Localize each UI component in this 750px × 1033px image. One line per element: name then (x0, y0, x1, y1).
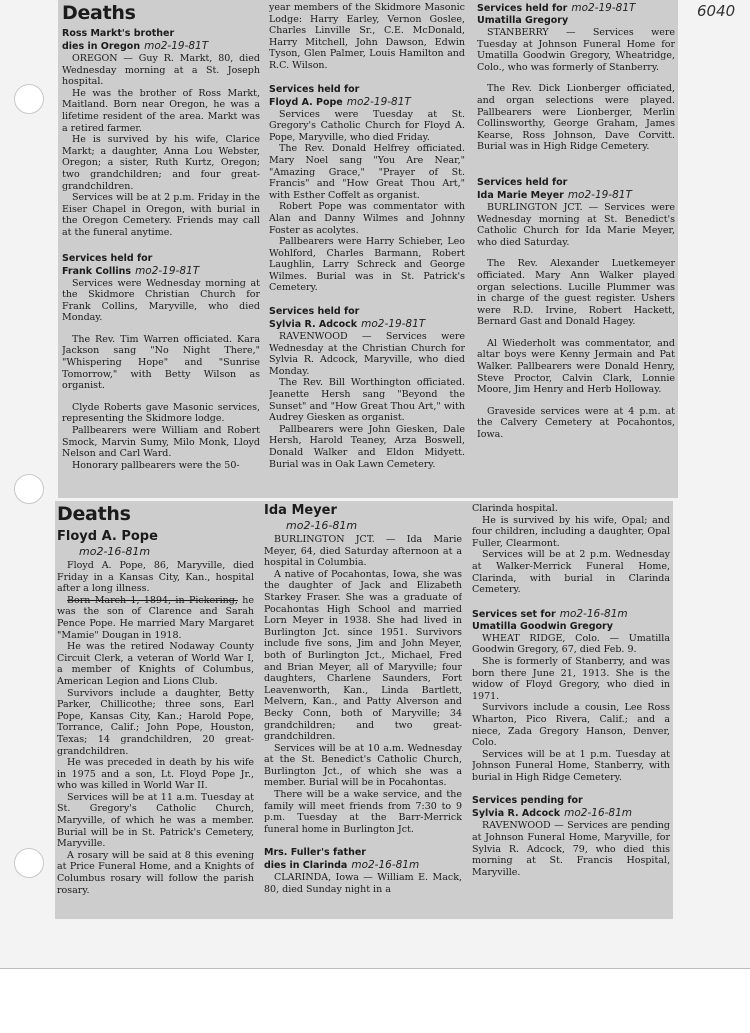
headline-text: Umatilla Goodwin Gregory (472, 620, 613, 632)
paragraph: Pallbearers were William and Robert Smock, Marvin Sumy, Milo Monk, Lloyd Nelson and Carl Ward. (62, 425, 260, 460)
clipping-february-16 (55, 501, 673, 919)
clipping-column (269, 0, 465, 498)
headline-text: Services held for (62, 252, 153, 264)
paragraph: There will be a wake service, and the family will meet friends from 7:30 to 9 p.m. Tuesday at the Barr-Merrick funeral home in Burlington Jct. (264, 789, 462, 835)
paragraph: BURLINGTON JCT. — Services were Wednesday morning at St. Benedict's Catholic Church for Ida Marie Meyer, who died Saturday. (477, 201, 675, 248)
paragraph: The Rev. Tim Warren officiated. Kara Jackson sang "No Night There," "Whispering Hope" and "Sunrise Tomorrow," with Betty Wilson as organist. (62, 333, 260, 392)
paragraph: year members of the Skidmore Masonic Lodge: Harry Earley, Vernon Goslee, Charles Linville Sr., C.E. McDonald, Harry Mitchell, John Dawson, Edwin Tyson, Glen Palmer, Louis Hamilton and R.C. Wilson. (269, 2, 465, 71)
paragraph: Floyd A. Pope, 86, Maryville, died Friday in a Kansas City, Kan., hospital after a long illness. (57, 560, 254, 595)
paragraph: Clyde Roberts gave Masonic services, representing the Skidmore lodge. (62, 401, 260, 425)
handwritten-date: mo2-19-81T (567, 188, 632, 201)
clipping-column (477, 0, 675, 498)
obituary-headline (477, 177, 675, 202)
paragraph: A native of Pocahontas, Iowa, she was the daughter of Jack and Elizabeth Starkey Fraser. She was a graduate of Pocahontas High School and married Lorn Meyer in 1938. She had lived in Burlington Jct. since 1951. Survivors include five sons, Jim and John Meyer, both of Burlington Jct., Michael, Fred and Brian Meyer, all of Maryville; four daughters, Charlene Saunders, Fort Leavenworth, Kan., Linda Bartlett, Melvern, Kan., and Patty Alverson and Becky Conn, both of Maryville; 34 grandchildren; and two great-grandchildren. (264, 568, 462, 743)
paragraph: Services were Wednesday morning at the Skidmore Christian Church for Frank Collins, Maryville, who died Monday. (62, 277, 260, 324)
obituary-headline (269, 306, 465, 331)
paragraph: He was preceded in death by his wife in 1975 and a son, Lt. Floyd Pope Jr., who was killed in World War II. (57, 757, 254, 792)
handwritten-date: mo2-19-81T (346, 95, 411, 108)
paragraph: Services will be at 10 a.m. Wednesday at the St. Benedict's Catholic Church, Burlington Jct., of which she was a member. Burial will be in Pocahontas. (264, 742, 462, 789)
paragraph-text: he was the son of Clarence and Sarah Pence Pope. He married Mary Margaret "Mamie" Dougan in 1918. (57, 594, 254, 641)
handwritten-date: mo2-19-81T (135, 264, 200, 277)
headline-text: Frank Collins (62, 265, 132, 277)
headline-text: Ida Marie Meyer (477, 189, 564, 201)
handwritten-date: mo2-19-81T (571, 2, 636, 14)
obituary-headline (477, 2, 675, 27)
handwritten-date: mo2-19-81T (361, 318, 426, 331)
paragraph: The Rev. Dick Lionberger officiated, and organ selections were played. Pallbearers were Lionberger, Merlin Collinsworthy, George Graham, James Kearse, Ross Johnson, Dave Corvitt. Burial was in High Ridge Cemetery. (477, 83, 675, 153)
headline-text: Ross Markt's brother (62, 28, 175, 39)
headline-text: Services held for (477, 176, 568, 188)
punch-hole (14, 84, 44, 114)
punch-hole (14, 848, 44, 878)
paragraph: Robert Pope was commentator with Alan and Danny Wilmes and Johnny Foster as acolytes. (269, 201, 465, 236)
paragraph: CLARINDA, Iowa — William E. Mack, 80, died Sunday night in a (264, 872, 462, 896)
paragraph (57, 595, 254, 641)
page-number-handwritten: 6040 (697, 2, 736, 20)
clipping-column (57, 501, 254, 919)
section-heading: Deaths (57, 503, 131, 525)
paragraph: WHEAT RIDGE, Colo. — Umatilla Goodwin Gregory, 67, died Feb. 9. (472, 632, 670, 656)
paragraph: STANBERRY — Services were Tuesday at Johnson Funeral Home for Umatilla Goodwin Gregory, Wheatridge, Colo., who was formerly of Stanberry. (477, 27, 675, 73)
paragraph: Al Wiederholt was commentator, and altar boys were Kenny Jermain and Pat Walker. Pallbearers were Donald Henry, Steve Proctor, Calvin Clark, Lonnie Moore, Jim Henry and Herb Holloway. (477, 337, 675, 396)
paragraph: The Rev. Donald Helfrey officiated. Mary Noel sang "You Are Near," "Amazing Grace," "Prayer of St. Francis" and "How Great Thou Art," with Esther Coffelt as organist. (269, 143, 465, 201)
section-heading: Deaths (62, 2, 136, 24)
headline-text: dies in Oregon (62, 41, 141, 52)
handwritten-date: mo2-19-81T (144, 40, 209, 52)
headline-text: Services pending for (472, 795, 583, 807)
paragraph: RAVENWOOD — Services are pending at Johnson Funeral Home, Maryville, for Sylvia R. Adcock, 79, who died this morning at St. Francis Hospital, Maryville. (472, 820, 670, 878)
obituary-name: Ida Meyer (264, 503, 337, 518)
paragraph: Services were Tuesday at St. Gregory's Catholic Church for Floyd A. Pope, Maryville, who died Friday. (269, 108, 465, 143)
paragraph: BURLINGTON JCT. — Ida Marie Meyer, 64, died Saturday afternoon at a hospital in Columbia. (264, 534, 462, 569)
headline-text: Umatilla Gregory (477, 15, 569, 26)
paragraph: Pallbearers were Harry Schieber, Leo Wohlford, Charles Barmann, Robert Laughlin, Larry Schreck and George Wilmes. Burial was in St. Patrick's Cemetery. (269, 236, 465, 294)
paragraph: Services will be at 2 p.m. Wednesday at Walker-Merrick Funeral Home, Clarinda, with burial in Clarinda Cemetery. (472, 549, 670, 596)
clipping-february-19 (58, 0, 678, 498)
headline-text: Services held for (477, 3, 568, 14)
paragraph: He is survived by his wife, Opal; and four children, including a daughter, Opal Fuller, Clearmont. (472, 514, 670, 549)
paragraph: Survivors include a cousin, Lee Ross Wharton, Pico Rivera, Calif.; and a niece, Zada Gregory Hanson, Denver, Colo. (472, 702, 670, 749)
clipping-column (62, 0, 260, 498)
punch-hole (14, 474, 44, 504)
paragraph: Honorary pallbearers were the 50- (72, 459, 240, 471)
obituary-headline (264, 847, 462, 872)
struck-text: Born March 1, 1894, in Pickering, (67, 594, 238, 606)
obituary-headline (269, 84, 465, 109)
obituary-name: Floyd A. Pope (57, 529, 158, 544)
paragraph: He is survived by his wife, Clarice Markt; a daughter, Anna Lou Webster, Oregon; a sister, Ruth Kurtz, Oregon; two grandchildren; and four great-grandchildren. (62, 134, 260, 192)
obituary-headline (472, 795, 670, 820)
paragraph: He was the brother of Ross Markt, Maitland. Born near Oregon, he was a lifetime resident of the area. Markt was a retired farmer. (62, 87, 260, 134)
paragraph: She is formerly of Stanberry, and was born there June 21, 1913. She is the widow of Floyd Gregory, who died in 1971. (472, 655, 670, 702)
headline-text: Floyd A. Pope (269, 96, 343, 108)
paragraph: A rosary will be said at 8 this evening at Price Funeral Home, and a Knights of Columbus rosary will follow the parish rosary. (57, 849, 254, 896)
headline-text: Sylvia R. Adcock (269, 319, 358, 331)
obituary-headline (62, 28, 260, 53)
paragraph: Services will be at 1 p.m. Tuesday at Johnson Funeral Home, Stanberry, with burial in High Ridge Cemetery. (472, 748, 670, 783)
paragraph: RAVENWOOD — Services were Wednesday at the Christian Church for Sylvia R. Adcock, Maryville, who died Monday. (269, 331, 465, 377)
paragraph: Survivors include a daughter, Betty Parker, Chillicothe; three sons, Earl Pope, Kansas City, Kan.; Harold Pope, Torrance, Calif.; John Pope, Houston, Texas; 14 grandchildren, 20 great-grandchildren. (57, 687, 254, 757)
headline-text: Mrs. Fuller's father (264, 847, 366, 859)
handwritten-date: mo2-16-81m (559, 607, 628, 620)
headline-text: Services held for (269, 83, 360, 95)
clipping-column (264, 501, 462, 919)
paragraph: He was the retired Nodaway County Circuit Clerk, a veteran of World War I, a member of Knights of Columbus, American Legion and Lions Club. (57, 641, 254, 687)
paragraph: Clarinda hospital. (472, 503, 558, 514)
headline-text: Services set for (472, 608, 556, 620)
paragraph: The Rev. Alexander Luetkemeyer officiated. Mary Ann Walker played organ selections. Lucille Plummer was in charge of the guest register. Ushers were R.D. Irvine, Robert Hackett, Bernard Gast and Donald Hagey. (477, 258, 675, 328)
handwritten-date: mo2-16-81m (351, 859, 420, 872)
paragraph: Services will be at 2 p.m. Friday in the Eiser Chapel in Oregon, with burial in the Oregon Cemetery. Friends may call at the funeral anytime. (62, 192, 260, 238)
paragraph: Services will be at 11 a.m. Tuesday at St. Gregory's Catholic Church, Maryville, of which he was a member. Burial will be in St. Patrick's Cemetery, Maryville. (57, 791, 254, 850)
paragraph: Pallbearers were John Giesken, Dale Hersh, Harold Teaney, Arza Boswell, Donald Walker and Eldon Midyett. Burial was in Oak Lawn Cemetery. (269, 423, 465, 470)
handwritten-date: mo2-16-81m (286, 519, 358, 532)
clipping-column (472, 501, 670, 919)
paragraph: The Rev. Bill Worthington officiated. Jeanette Hersh sang "Beyond the Sunset" and "How Great Thou Art," with Audrey Giesken as organist. (269, 377, 465, 424)
handwritten-date: mo2-16-81m (79, 545, 151, 558)
headline-text: Services held for (269, 306, 360, 318)
headline-text: dies in Clarinda (264, 860, 348, 872)
paragraph: Graveside services were at 4 p.m. at the Calvery Cemetery at Pocahontos, Iowa. (477, 405, 675, 441)
headline-text: Sylvia R. Adcock (472, 808, 561, 820)
handwritten-date: mo2-16-81m (564, 807, 633, 820)
obituary-headline (472, 608, 670, 633)
paragraph: OREGON — Guy R. Markt, 80, died Wednesday morning at a St. Joseph hospital. (62, 53, 260, 88)
obituary-headline (62, 253, 260, 278)
